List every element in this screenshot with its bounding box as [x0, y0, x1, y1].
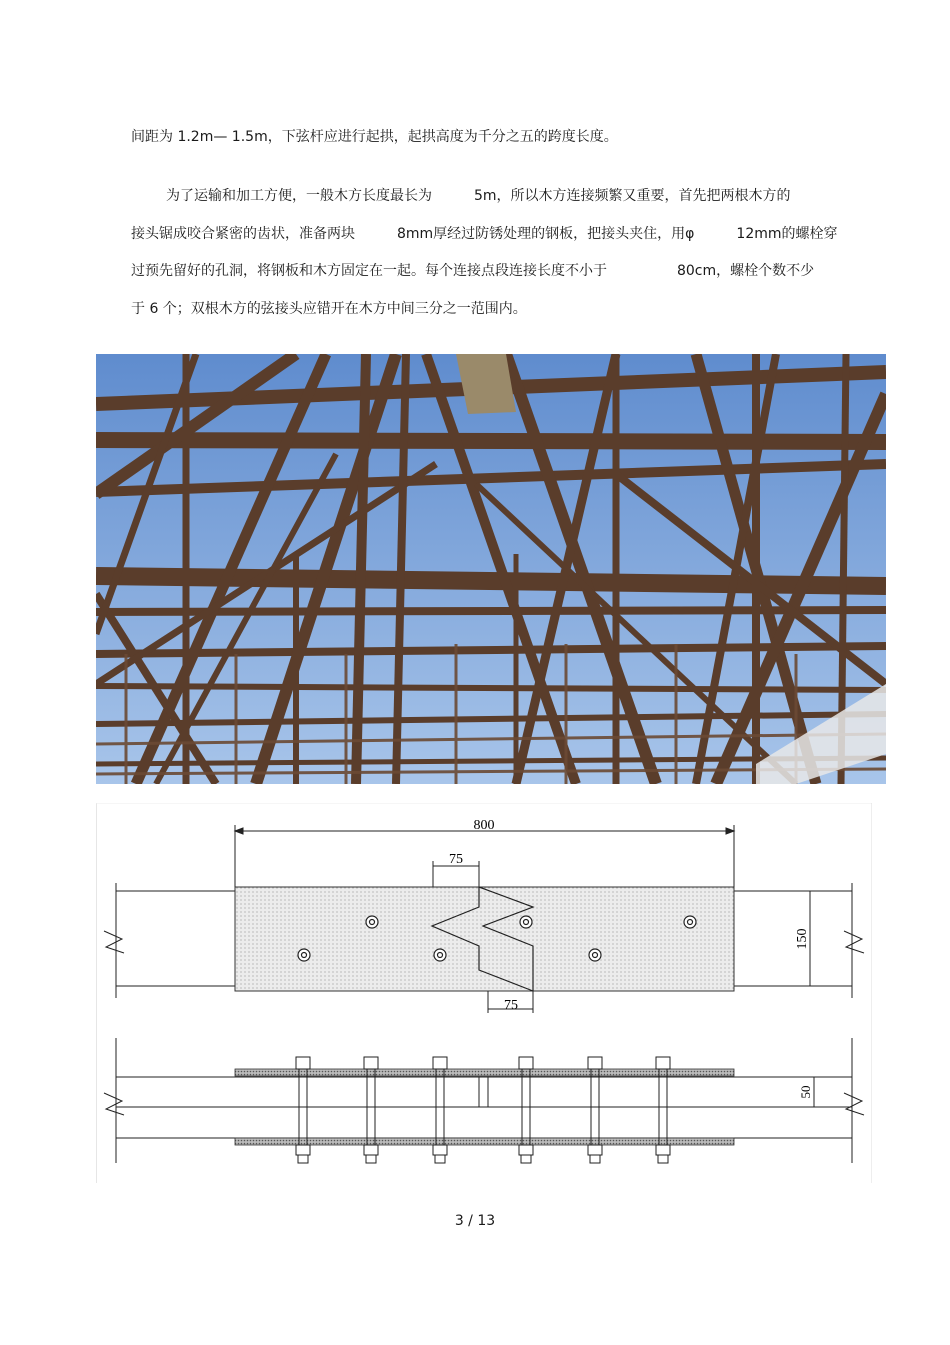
dim-800: 800 [473, 818, 495, 833]
joint-drawing [96, 803, 872, 1183]
truss-photo [96, 354, 886, 784]
text-line-1: 间距为 1.2m— 1.5m，下弦杆应进行起拱，起拱高度为千分之五的跨度长度。 [131, 129, 618, 145]
text-line-4: 过预先留好的孔洞，将钢板和木方固定在一起。每个连接点段连接长度不小于 80cm，螺栓个数不少 [131, 263, 815, 279]
text-line-3: 接头锯成咬合紧密的齿状，准备两块 8mm厚经过防锈处理的钢板，把接头夹住，用φ 12mm的螺栓穿 [131, 226, 838, 242]
text-line-5: 于 6 个；双根木方的弦接头应错开在木方中间三分之一范围内。 [131, 301, 527, 317]
dim-50: 50 [798, 1085, 813, 1099]
dim-75-top: 75 [449, 852, 463, 867]
text-line-2: 为了运输和加工方便，一般木方长度最长为 5m，所以木方连接频繁又重要，首先把两根木方的 [166, 188, 791, 204]
page-number: 3 / 13 [454, 1213, 496, 1229]
dim-150: 150 [795, 928, 810, 950]
dim-75-bottom: 75 [504, 998, 518, 1013]
